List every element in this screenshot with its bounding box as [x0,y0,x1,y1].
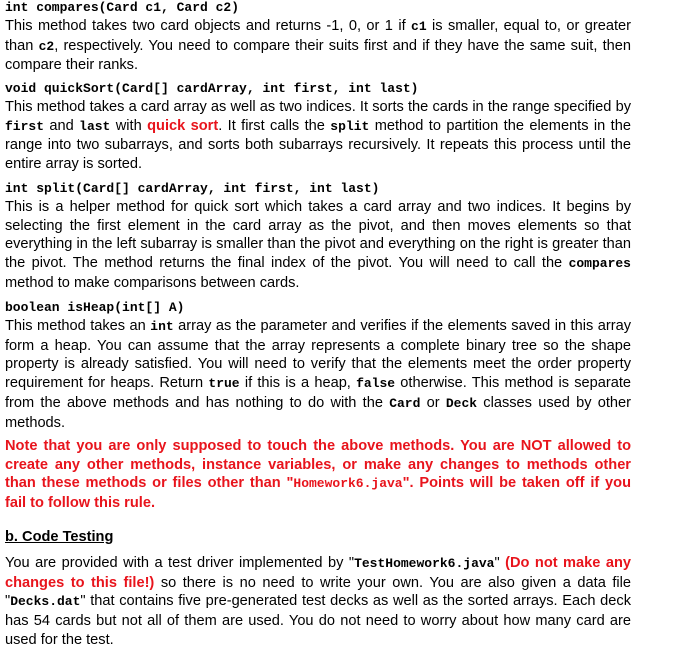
isheap-signature: boolean isHeap(int[] A) [5,300,185,315]
split-description: This is a helper method for quick sort which takes a card array and two indices. It begins by selecting the first element in the card array as the pivot, and then moves elements so that everything in the left subarray is smaller than the pivot and everything on the right is greater than the pivot. The method returns the final index of the pivot. You will need to call the compares method to make comparisons between cards. [5,199,631,291]
do-not-modify-warning: (Do not make any changes to this file!) [5,555,631,591]
rules-note: Note that you are only supposed to touch the above methods. You are NOT allowed to create any other methods, instance variables, or make any changes to methods other than these methods or files other than "Homework6.java". Points will be taken off if you fail to follow this rule. [5,438,631,512]
compares-signature: int compares(Card c1, Card c2) [5,0,240,15]
code-testing-description: You are provided with a test driver implemented by "TestHomework6.java" (Do not make any changes to this file!) so there is no need to write your own. You are also given a data file "Decks.dat" that contains five pre-generated test decks as well as the sorted arrays. Each deck has 54 cards but not all of them are used. You do not need to worry about how many card are used for the test. [5,555,631,648]
quick-sort-highlight: quick sort [147,117,219,134]
isheap-description: This method takes an int array as the parameter and verifies if the elements saved in this array form a heap. You can assume that the array represents a complete binary tree so the shape property is already satisfied. You will need to verify that the elements meet the order property requirement for heaps. Return true if this is a heap, false otherwise. This method is separate from the above methods and has nothing to do with the Card or Deck classes used by other methods. [5,318,631,431]
compares-description: This method takes two card objects and returns -1, 0, or 1 if c1 is smaller, equal to, or greater than c2, respectively. You need to compare their suits first and if they have the same suit, then compare their ranks. [5,18,632,74]
quicksort-signature: void quickSort(Card[] cardArray, int first, int last) [5,81,419,96]
code-testing-heading: b. Code Testing [5,529,114,545]
split-signature: int split(Card[] cardArray, int first, int last) [5,181,380,196]
quicksort-description: This method takes a card array as well as two indices. It sorts the cards in the range specified by first and last with quick sort. It first calls the split method to partition the elements in the range into two subarrays, and sorts both subarrays recursively. It repeats this process until the entire array is sorted. [5,99,631,173]
